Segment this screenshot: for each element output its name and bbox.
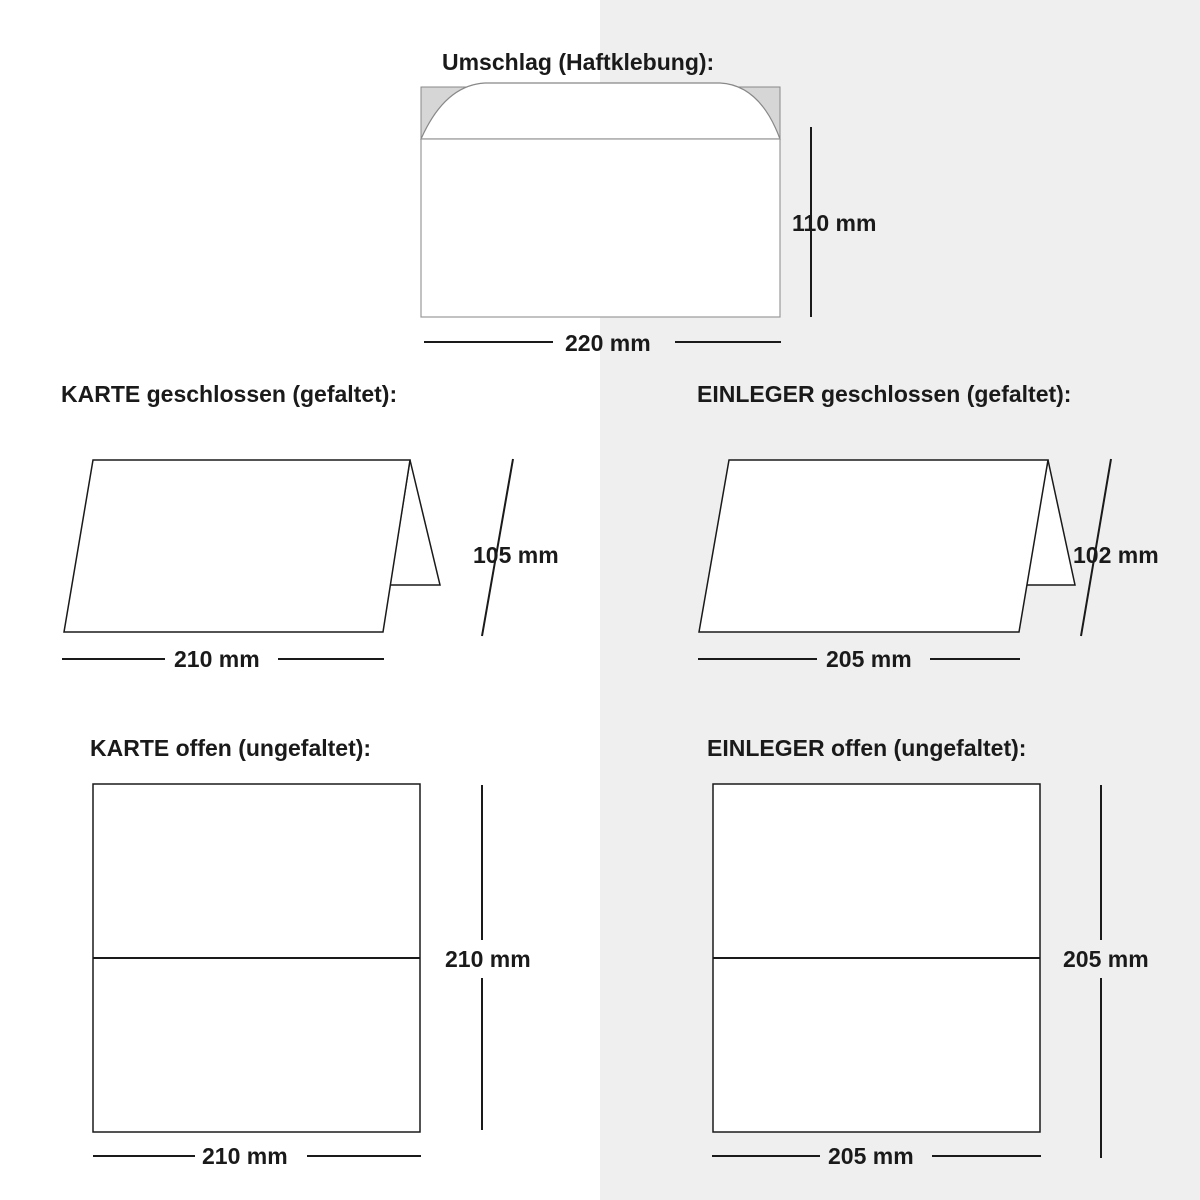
envelope-height-label: 110 mm (792, 210, 877, 236)
insert-closed-front-panel (699, 460, 1048, 632)
insert-closed-drawing (698, 459, 1111, 659)
insert-open-width-label: 205 mm (828, 1143, 914, 1169)
envelope-title: Umschlag (Haftklebung): (442, 49, 715, 75)
insert-closed-title: EINLEGER geschlossen (gefaltet): (697, 381, 1072, 407)
insert-closed-width-label: 205 mm (826, 646, 912, 672)
card-closed-drawing (62, 459, 513, 659)
card-open-height-label: 210 mm (445, 946, 531, 972)
card-open-width-label: 210 mm (202, 1143, 288, 1169)
envelope-flap (421, 83, 780, 139)
envelope-width-label: 220 mm (565, 330, 651, 356)
envelope-body (421, 139, 780, 317)
insert-open-height-label: 205 mm (1063, 946, 1149, 972)
card-closed-front-panel (64, 460, 410, 632)
insert-closed-height-label: 102 mm (1073, 542, 1159, 568)
card-closed-height-label: 105 mm (473, 542, 559, 568)
card-closed-width-label: 210 mm (174, 646, 260, 672)
insert-open-drawing (712, 784, 1101, 1158)
card-open-drawing (93, 784, 482, 1156)
envelope-drawing (421, 83, 811, 342)
card-open-title: KARTE offen (ungefaltet): (90, 735, 372, 761)
card-closed-title: KARTE geschlossen (gefaltet): (61, 381, 398, 407)
insert-open-title: EINLEGER offen (ungefaltet): (707, 735, 1027, 761)
